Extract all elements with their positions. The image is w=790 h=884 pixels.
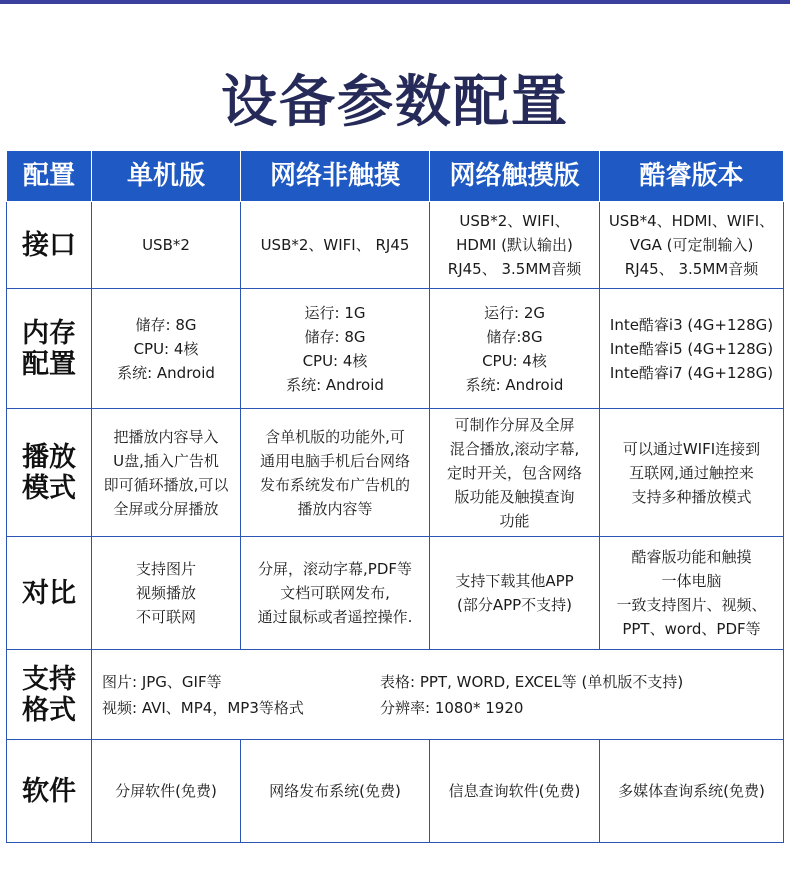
cell-interface-standalone: USB*2 <box>92 202 241 289</box>
cell-software-network-nontouch: 网络发布系统(免费) <box>241 740 430 843</box>
top-border-line <box>0 0 790 4</box>
header-network-nontouch: 网络非触摸 <box>241 151 430 202</box>
cell-playback-network-touch: 可制作分屏及全屏 混合播放,滚动字幕, 定时开关，包含网络 版功能及触摸查询 功能 <box>430 409 600 537</box>
cell-formats <box>92 650 784 740</box>
cell-memory-core: Inte酷睿i3 (4G+128G) Inte酷睿i5 (4G+128G) Inte酷睿i7 (4G+128G) <box>600 289 784 409</box>
cell-interface-network-nontouch: USB*2、WIFI、 RJ45 <box>241 202 430 289</box>
rowhead-memory: 内存 配置 <box>7 289 92 409</box>
cell-software-network-touch: 信息查询软件(免费) <box>430 740 600 843</box>
cell-memory-network-nontouch: 运行: 1G 储存: 8G CPU: 4核 系统: Android <box>241 289 430 409</box>
row-compare <box>7 537 784 650</box>
format-video: 视频: AVI、MP4，MP3等格式 <box>102 698 304 717</box>
spec-table <box>6 150 784 843</box>
cell-software-core: 多媒体查询系统(免费) <box>600 740 784 843</box>
format-sheet: 表格: PPT, WORD, EXCEL等 (单机版不支持) <box>380 672 684 691</box>
cell-playback-standalone: 把播放内容导入 U盘,插入广告机 即可循环播放,可以 全屏或分屏播放 <box>92 409 241 537</box>
rowhead-compare: 对比 <box>7 537 92 650</box>
page-title: 设备参数配置 <box>221 70 569 135</box>
cell-compare-network-nontouch: 分屏，滚动字幕,PDF等 文档可联网发布, 通过鼠标或者遥控操作. <box>241 537 430 650</box>
row-playback <box>7 409 784 537</box>
rowhead-interface: 接口 <box>7 202 92 289</box>
row-software <box>7 740 784 843</box>
header-row <box>7 151 784 202</box>
header-config: 配置 <box>7 151 92 202</box>
rowhead-formats: 支持 格式 <box>7 650 92 740</box>
cell-memory-standalone: 储存: 8G CPU: 4核 系统: Android <box>92 289 241 409</box>
cell-playback-core: 可以通过WIFI连接到 互联网,通过触控来 支持多种播放模式 <box>600 409 784 537</box>
cell-interface-core: USB*4、HDMI、WIFI、 VGA (可定制输入) RJ45、 3.5MM音频 <box>600 202 784 289</box>
header-core: 酷睿版本 <box>600 151 784 202</box>
cell-compare-network-touch: 支持下载其他APP (部分APP不支持) <box>430 537 600 650</box>
format-resolution: 分辨率: 1080* 1920 <box>380 698 524 717</box>
row-interface <box>7 202 784 289</box>
format-image: 图片: JPG、GIF等 <box>102 672 222 691</box>
header-standalone: 单机版 <box>92 151 241 202</box>
header-network-touch: 网络触摸版 <box>430 151 600 202</box>
cell-compare-core: 酷睿版功能和触摸 一体电脑 一致支持图片、视频、 PPT、word、PDF等 <box>600 537 784 650</box>
cell-interface-network-touch: USB*2、WIFI、 HDMI (默认输出) RJ45、 3.5MM音频 <box>430 202 600 289</box>
rowhead-software: 软件 <box>7 740 92 843</box>
row-memory <box>7 289 784 409</box>
cell-software-standalone: 分屏软件(免费) <box>92 740 241 843</box>
cell-compare-standalone: 支持图片 视频播放 不可联网 <box>92 537 241 650</box>
row-formats <box>7 650 784 740</box>
rowhead-playback: 播放 模式 <box>7 409 92 537</box>
cell-playback-network-nontouch: 含单机版的功能外,可 通用电脑手机后台网络 发布系统发布广告机的 播放内容等 <box>241 409 430 537</box>
cell-memory-network-touch: 运行: 2G 储存:8G CPU: 4核 系统: Android <box>430 289 600 409</box>
